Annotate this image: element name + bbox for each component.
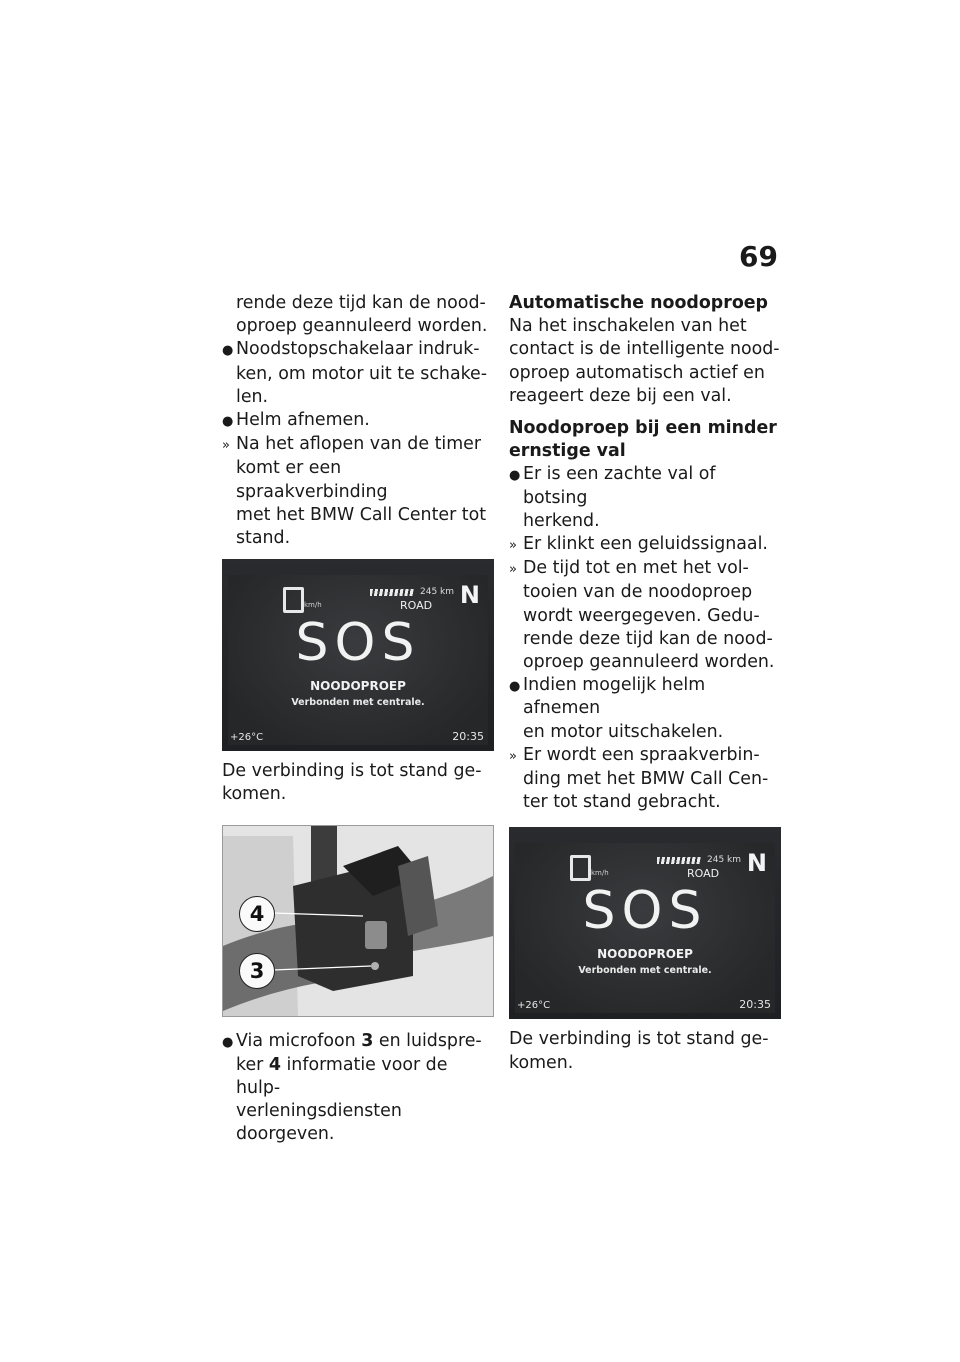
sos-subtitle: Verbonden met centrale.: [578, 965, 712, 977]
range-readout: 245 km: [707, 855, 742, 866]
ride-mode: ROAD: [400, 599, 433, 613]
bullet-marker: ●: [509, 468, 521, 484]
sos-subtitle: Verbonden met centrale.: [291, 697, 425, 709]
bullet-marker: ●: [222, 343, 234, 359]
list-item-text: met het BMW Call Center tot: [236, 504, 487, 525]
subsection-heading: ernstige val: [509, 441, 626, 462]
list-item-line: [222, 386, 494, 409]
result-marker: »: [509, 748, 517, 764]
list-item-text: Noodstopschakelaar indruk-: [236, 339, 480, 360]
gear-indicator: N: [746, 849, 767, 878]
list-item-text: Na het aflopen van de timer: [236, 434, 482, 455]
list-item-text: Indien mogelijk helm afnemen: [523, 675, 706, 719]
list-item-line: [509, 651, 785, 674]
list-item-line: [509, 744, 785, 768]
sos-text: SOS: [582, 881, 708, 942]
list-item-line: [222, 409, 494, 433]
list-item-text: Er is een zachte val of botsing: [523, 464, 716, 508]
dashboard-sos-image: [222, 559, 494, 751]
list-item-text: ter tot stand gebracht.: [523, 792, 721, 813]
list-item-line: [222, 363, 494, 386]
list-item-text: wordt weergegeven. Gedu-: [523, 605, 760, 626]
sos-title: NOODOPROEP: [597, 947, 693, 962]
list-item-text: ding met het BMW Call Cen-: [523, 769, 769, 790]
speed-unit: km/h: [304, 601, 322, 610]
sos-text: SOS: [295, 613, 421, 674]
list-item-line: [222, 433, 494, 457]
left-instruction-list-2: [222, 1030, 494, 1147]
list-item-text: len.: [236, 386, 269, 407]
right-instruction-list: [509, 463, 785, 814]
list-item-line: [222, 457, 494, 503]
caption-line: De verbinding is tot stand ge-: [222, 761, 482, 782]
speed-digit: [283, 587, 304, 613]
sos-title: NOODOPROEP: [310, 679, 406, 694]
fuel-bars: [370, 589, 414, 596]
intro-line: rende deze tijd kan de nood-: [236, 293, 486, 313]
list-item-line: [222, 1054, 494, 1100]
range-readout: 245 km: [420, 587, 455, 598]
speed-digit: [570, 855, 591, 881]
bullet-marker: ●: [509, 679, 521, 695]
list-item-text: stand.: [236, 528, 291, 549]
clock: 20:35: [739, 998, 771, 1012]
page-number: 69: [739, 240, 778, 273]
dashboard-sos-image-2: [509, 827, 781, 1019]
list-item-line: [509, 674, 785, 720]
list-item-line: [509, 628, 785, 651]
result-marker: »: [222, 438, 230, 454]
list-item-text: oproep geannuleerd worden.: [523, 652, 775, 673]
list-item-line: [509, 510, 785, 533]
list-item-text: komt er een spraakverbinding: [236, 458, 388, 502]
list-item-line: [222, 1100, 494, 1146]
callout-3: 3: [239, 953, 275, 989]
list-item-text: verleningsdiensten doorgeven.: [236, 1101, 402, 1145]
fuel-bars: [657, 857, 701, 864]
callout-4: 4: [239, 896, 275, 932]
temperature: +26°C: [517, 1000, 551, 1012]
list-item-text: ken, om motor uit te schake-: [236, 363, 488, 384]
section-heading: Automatische noodoproep: [509, 293, 769, 313]
subsection-heading: Noodoproep bij een minder: [509, 418, 777, 439]
bullet-marker: ●: [222, 1034, 234, 1050]
list-item-text: Er klinkt een geluidssignaal.: [523, 534, 768, 555]
handlebar-photo: [222, 825, 494, 1017]
intro-line: oproep geannuleerd worden.: [236, 316, 488, 337]
list-item-text: rende deze tijd kan de nood-: [523, 628, 773, 649]
list-item-text: Via microfoon 3 en luidspre-: [236, 1030, 482, 1051]
result-marker: »: [509, 538, 517, 554]
list-item-line: [509, 768, 785, 791]
list-item-line: [222, 338, 494, 362]
list-item-line: [509, 581, 785, 604]
temperature: +26°C: [230, 732, 264, 744]
list-item-line: [222, 527, 494, 550]
left-instruction-list: [222, 338, 494, 550]
list-item-text: en motor uitschakelen.: [523, 721, 724, 742]
caption-line: komen.: [509, 1052, 574, 1073]
list-item-text: Helm afnemen.: [236, 410, 370, 431]
caption-line: komen.: [222, 784, 287, 805]
list-item-text: Er wordt een spraakverbin-: [523, 744, 760, 765]
right-column: [509, 292, 785, 1075]
list-item-line: [509, 791, 785, 814]
gear-indicator: N: [459, 581, 480, 610]
list-item-text: herkend.: [523, 510, 600, 531]
paragraph-line: reageert deze bij een val.: [509, 385, 732, 406]
paragraph-line: Na het inschakelen van het: [509, 316, 747, 337]
paragraph-line: oproep automatisch actief en: [509, 362, 765, 383]
result-marker: »: [509, 562, 517, 578]
list-item-line: [509, 557, 785, 581]
list-item-line: [222, 1030, 494, 1054]
ride-mode: ROAD: [687, 867, 720, 881]
list-item-line: [509, 605, 785, 628]
list-item-line: [509, 721, 785, 744]
paragraph-line: contact is de intelligente nood-: [509, 339, 780, 360]
caption-line: De verbinding is tot stand ge-: [509, 1029, 769, 1050]
list-item-text: De tijd tot en met het vol-: [523, 558, 749, 579]
list-item-text: tooien van de noodoproep: [523, 582, 753, 603]
clock: 20:35: [452, 730, 484, 744]
speed-unit: km/h: [591, 869, 609, 878]
list-item-line: [509, 463, 785, 509]
left-column: [222, 292, 494, 1147]
list-item-text: ker 4 informatie voor de hulp-: [236, 1054, 448, 1099]
list-item-line: [222, 504, 494, 527]
bullet-marker: ●: [222, 414, 234, 430]
list-item-line: [509, 533, 785, 557]
